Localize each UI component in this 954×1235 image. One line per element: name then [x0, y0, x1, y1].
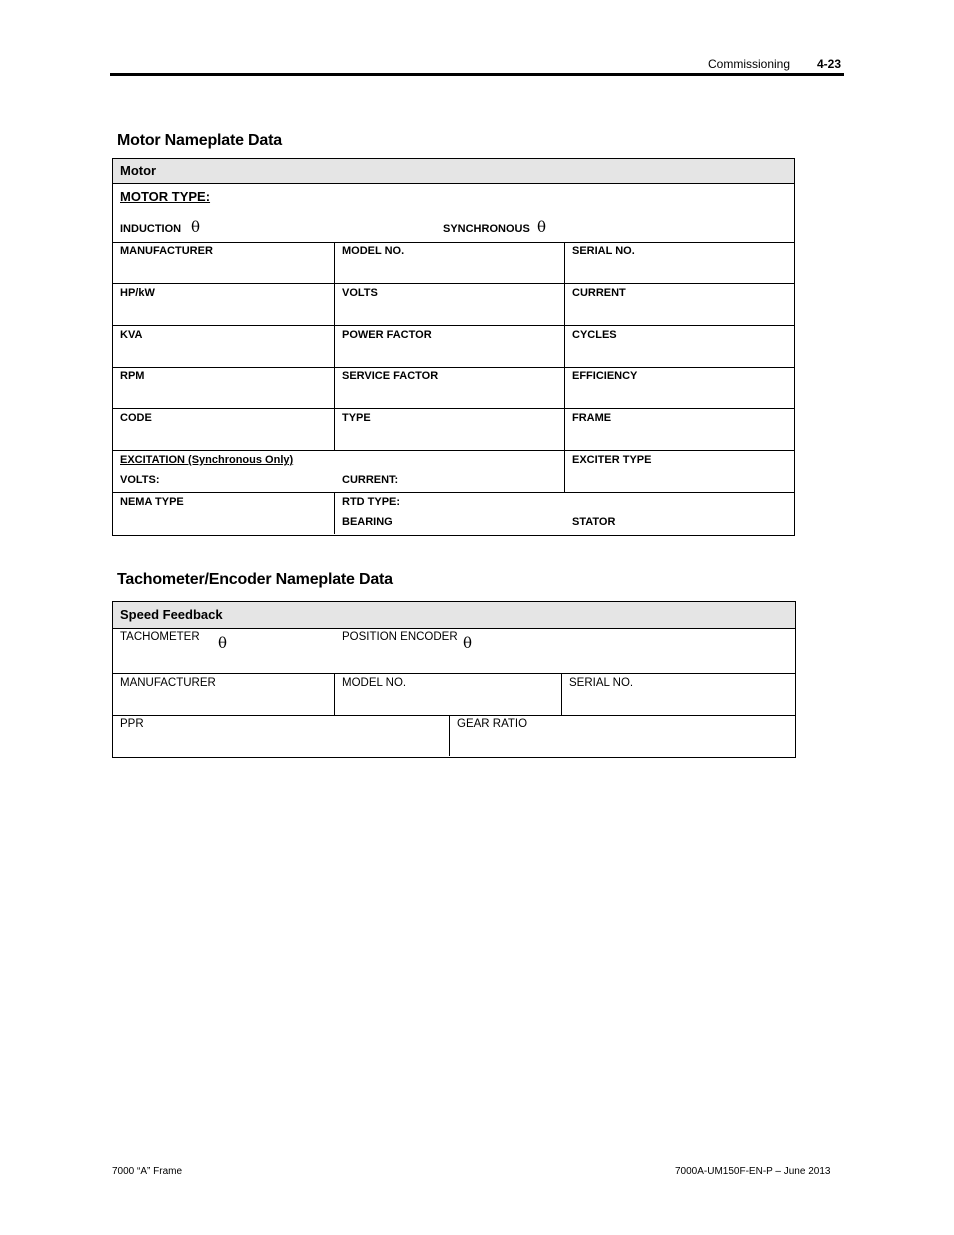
header-page-number: 4-23 [817, 57, 842, 71]
kva-label: KVA [120, 329, 143, 341]
motor-row-divider [112, 283, 794, 284]
tach-col-divider [561, 673, 562, 715]
ppr-label: PPR [120, 718, 144, 730]
volts-label: VOLTS [342, 287, 378, 299]
motor-table [112, 158, 795, 536]
rtd-type-label: RTD TYPE: [342, 496, 401, 508]
motor-row-divider [112, 325, 794, 326]
gear-ratio-label: GEAR RATIO [457, 718, 528, 730]
tach-model-no-label: MODEL NO. [342, 677, 407, 689]
efficiency-label: EFFICIENCY [572, 370, 638, 382]
code-label: CODE [120, 412, 152, 424]
motor-col-divider [334, 492, 335, 534]
cycles-label: CYCLES [572, 329, 617, 341]
tach-manufacturer-label: MANUFACTURER [120, 677, 216, 689]
motor-row-divider [112, 450, 794, 451]
power-factor-label: POWER FACTOR [342, 329, 432, 341]
nema-type-label: NEMA TYPE [120, 496, 184, 508]
motor-bar-label: Motor [120, 163, 157, 178]
tach-row-divider [112, 673, 795, 674]
stator-label: STATOR [572, 516, 616, 528]
position-encoder-label: POSITION ENCODER [342, 631, 458, 643]
tachometer-label: TACHOMETER [120, 631, 200, 643]
footer-product-name: 7000 “A” Frame [112, 1166, 183, 1177]
hp-kw-label: HP/kW [120, 287, 155, 299]
manufacturer-label: MANUFACTURER [120, 245, 213, 257]
tachometer-checkbox[interactable]: θ [218, 634, 228, 652]
service-factor-label: SERVICE FACTOR [342, 370, 439, 382]
current-label: CURRENT [572, 287, 626, 299]
motor-row-divider [112, 492, 794, 493]
tach-serial-no-label: SERIAL NO. [569, 677, 634, 689]
bearing-label: BEARING [342, 516, 393, 528]
motor-section-title: Motor Nameplate Data [117, 132, 282, 149]
excitation-current-label: CURRENT: [342, 474, 399, 486]
motor-bar [113, 159, 794, 184]
tach-row-divider [112, 715, 795, 716]
motor-row-divider [112, 367, 794, 368]
model-no-label: MODEL NO. [342, 245, 405, 257]
synchronous-checkbox[interactable]: θ [537, 218, 547, 236]
tach-section-title: Tachometer/Encoder Nameplate Data [117, 571, 393, 588]
serial-no-label: SERIAL NO. [572, 245, 635, 257]
frame-label: FRAME [572, 412, 612, 424]
excitation-volts-label: VOLTS: [120, 474, 160, 486]
induction-checkbox[interactable]: θ [191, 218, 201, 236]
footer-publication-id: 7000A-UM150F-EN-P – June 2013 [675, 1166, 831, 1177]
motor-col-divider [564, 242, 565, 450]
motor-right-stub [794, 158, 795, 514]
excitation-label: EXCITATION (Synchronous Only) [120, 454, 294, 466]
header-rule [110, 73, 844, 76]
tach-col-divider [334, 673, 335, 715]
motor-col-divider [564, 450, 565, 492]
position-encoder-checkbox[interactable]: θ [463, 634, 473, 652]
motor-type-label: MOTOR TYPE: [120, 189, 211, 204]
motor-row-divider [112, 408, 794, 409]
motor-col-divider [334, 242, 335, 450]
induction-label: INDUCTION [120, 223, 182, 235]
speed-feedback-bar-label: Speed Feedback [120, 607, 223, 622]
exciter-type-label: EXCITER TYPE [572, 454, 652, 466]
header-section-name: Commissioning [708, 57, 791, 71]
rpm-label: RPM [120, 370, 145, 382]
synchronous-label: SYNCHRONOUS [443, 223, 530, 235]
motor-row-divider [112, 242, 794, 243]
type-label: TYPE [342, 412, 371, 424]
tach-col-divider [449, 715, 450, 756]
speed-feedback-bar [113, 602, 795, 629]
